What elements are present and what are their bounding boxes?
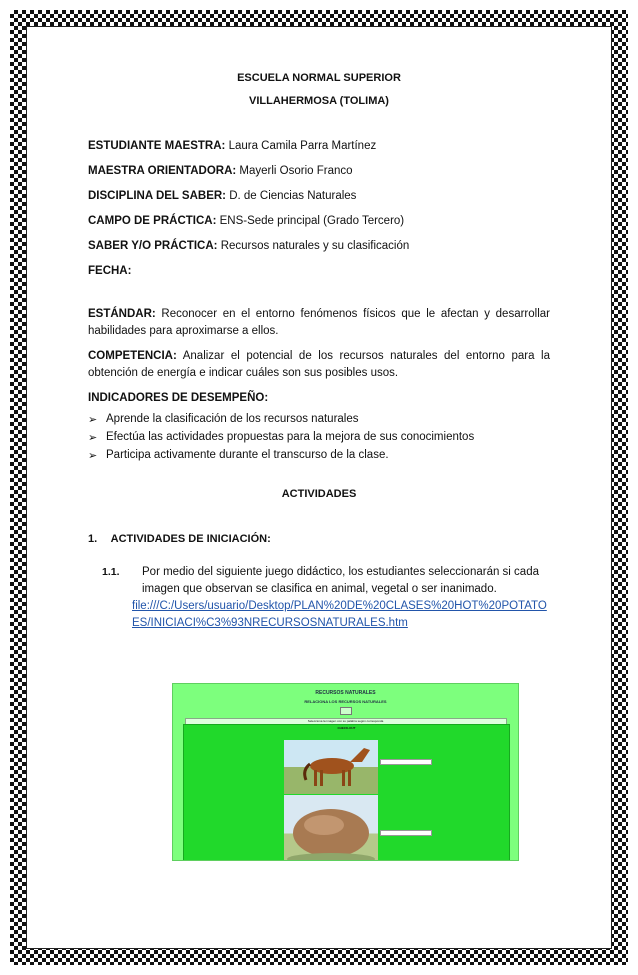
- subsection-line-2: imagen que observan se clasifica en animal, vegetal o ser inanimado.: [142, 583, 497, 595]
- info-value: Mayerli Osorio Franco: [239, 165, 353, 177]
- info-value: D. de Ciencias Naturales: [229, 190, 357, 202]
- answer-field-2: [380, 830, 432, 836]
- estandar-paragraph: [88, 306, 550, 340]
- info-discipline: [88, 188, 550, 205]
- subsection-line-1: Por medio del siguiente juego didáctico, los estudiantes seleccionarán si cada: [142, 566, 539, 578]
- info-label: MAESTRA ORIENTADORA:: [88, 165, 237, 177]
- actividades-title: ACTIVIDADES: [281, 488, 357, 500]
- info-date: [88, 263, 550, 280]
- info-label: CAMPO DE PRÁCTICA:: [88, 215, 217, 227]
- game-file-link[interactable]: file:///C:/Users/usuario/Desktop/PLAN%20DE%20CLASES%20HOT%20POTATOES/INICIACI%C3%93NRECURSOSNATURALES.htm: [132, 600, 547, 629]
- info-value: Laura Camila Parra Martínez: [228, 140, 377, 152]
- game-panel: [183, 724, 510, 861]
- info-advisor: [88, 163, 550, 180]
- game-check-label: CHECK-OUT: [337, 726, 356, 730]
- horse-image: [284, 740, 378, 794]
- rock-icon: [284, 795, 378, 861]
- indicadores-list: [88, 411, 550, 464]
- estandar-label: ESTÁNDAR:: [88, 308, 156, 320]
- game-screenshot: [172, 683, 519, 861]
- game-subtitle: RELACIONA LOS RECURSOS NATURALES: [304, 699, 387, 704]
- competencia-label: COMPETENCIA:: [88, 350, 177, 362]
- info-label: DISCIPLINA DEL SABER:: [88, 190, 227, 202]
- list-item: ➢ Participa activamente durante el transcurso de la clase.: [88, 447, 550, 464]
- info-value: ENS-Sede principal (Grado Tercero): [219, 215, 405, 227]
- section-title: ACTIVIDADES DE INICIACIÓN:: [110, 533, 271, 545]
- subsection-number: 1.1.: [102, 566, 120, 578]
- list-item: ➢ Aprende la clasificación de los recursos naturales: [88, 411, 550, 428]
- info-label: ESTUDIANTE MAESTRA:: [88, 140, 226, 152]
- section-1-heading: [88, 531, 550, 548]
- info-block: [88, 138, 550, 280]
- info-knowledge: [88, 238, 550, 255]
- info-value: Recursos naturales y su clasificación: [220, 240, 410, 252]
- horse-icon: [284, 740, 378, 794]
- info-field: [88, 213, 550, 230]
- info-label: FECHA:: [88, 265, 132, 277]
- subsection-1-1: [102, 564, 550, 632]
- document-body: [88, 70, 550, 632]
- estandar-text: Reconocer en el entorno fenómenos físicos que le afectan y desarrollar habilidades para aproximarse a ellos.: [88, 308, 550, 337]
- competencia-paragraph: [88, 348, 550, 382]
- section-number: 1.: [88, 533, 98, 545]
- answer-field-1: [380, 759, 432, 765]
- indicadores-title: INDICADORES DE DESEMPEÑO:: [88, 392, 269, 404]
- game-title: RECURSOS NATURALES: [315, 690, 376, 696]
- info-student: [88, 138, 550, 155]
- list-item: ➢ Efectúa las actividades propuestas para la mejora de sus conocimientos: [88, 429, 550, 446]
- school-city: VILLAHERMOSA (TOLIMA): [249, 95, 389, 107]
- competencia-text: Analizar el potencial de los recursos naturales del entorno para la obtención de energía e indicar cuáles son sus posibles usos.: [88, 350, 550, 379]
- game-small-button: [340, 707, 352, 715]
- game-instruction-text: Selecciona la imagen con su palabra según corresponda: [307, 719, 384, 723]
- school-name: ESCUELA NORMAL SUPERIOR: [237, 72, 401, 84]
- info-label: SABER Y/O PRÁCTICA:: [88, 240, 218, 252]
- rock-image: [284, 795, 378, 861]
